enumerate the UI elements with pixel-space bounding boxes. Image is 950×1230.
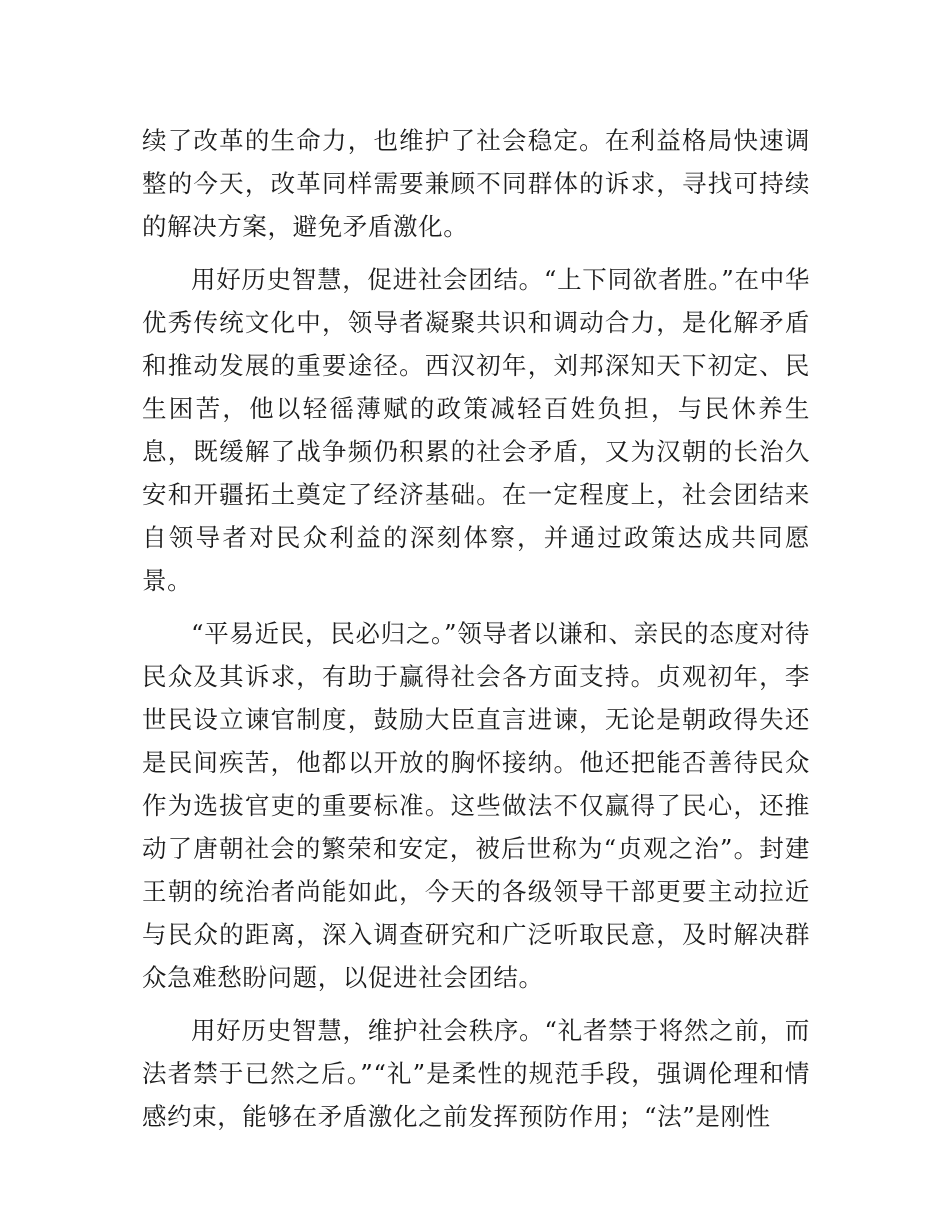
document-body: [142, 119, 810, 1138]
paragraph-social-unity: 用好历史智慧，促进社会团结。“上下同欲者胜。”在中华优秀传统文化中，领导者凝聚共识和调动合力，是化解矛盾和推动发展的重要途径。西汉初年，刘邦深知天下初定、民生困苦，他以轻徭薄赋的政策减轻百姓负担，与民休养生息，既缓解了战争频仍积累的社会矛盾，又为汉朝的长治久安和开疆拓土奠定了经济基础。在一定程度上，社会团结来自领导者对民众利益的深刻体察，并通过政策达成共同愿景。: [142, 265, 810, 595]
paragraph-approachable-leadership: “平易近民，民必归之。”领导者以谦和、亲民的态度对待民众及其诉求，有助于赢得社会各方面支持。贞观初年，李世民设立谏官制度，鼓励大臣直言进谏，无论是朝政得失还是民间疾苦，他都以开放的胸怀接纳。他还把能否善待民众作为选拔官吏的重要标准。这些做法不仅赢得了民心，还推动了唐朝社会的繁荣和安定，被后世称为“贞观之治”。封建王朝的统治者尚能如此，今天的各级领导干部更要主动拉近与民众的距离，深入调查研究和广泛听取民意，及时解决群众急难愁盼问题，以促进社会团结。: [142, 619, 810, 992]
paragraph-social-order: 用好历史智慧，维护社会秩序。“礼者禁于将然之前，而法者禁于已然之后。”“礼”是柔性的规范手段，强调伦理和情感约束，能够在矛盾激化之前发挥预防作用；“法”是刚性: [142, 1016, 810, 1131]
paragraph-continuation: 续了改革的生命力，也维护了社会稳定。在利益格局快速调整的今天，改革同样需要兼顾不同群体的诉求，寻找可持续的解决方案，避免矛盾激化。: [142, 126, 810, 241]
